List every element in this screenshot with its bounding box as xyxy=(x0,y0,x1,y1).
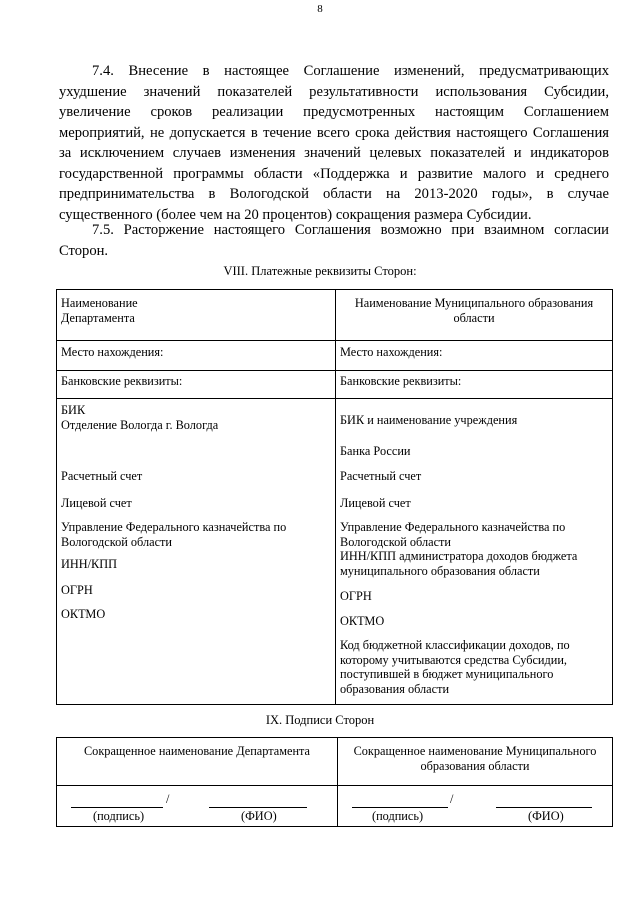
paragraph-7-5 xyxy=(59,220,609,261)
department-name-label-1: Наименование xyxy=(61,296,138,310)
requisites-header-row xyxy=(57,290,613,341)
signature-label: (подпись) xyxy=(93,809,145,823)
name-line xyxy=(496,794,592,808)
bank-left: Банковские реквизиты: xyxy=(57,371,336,399)
left-treasury: Управление Федерального казначейства по Вологодской области xyxy=(61,520,287,549)
right-oktmo: ОКТМО xyxy=(340,613,385,628)
right-treasury: Управление Федерального казначейства по Вологодской области xyxy=(340,520,566,549)
paragraph-7-4 xyxy=(59,61,609,225)
paragraph-7-4-text: 7.4. Внесение в настоящее Соглашение изменений, предусматривающих ухудшение значений показателей результативности использования Субсидии, увеличение сроков реализации предусмотренных настоящим Соглашением мероприятий, не допускается в течение всего срока действия настоящего Соглашения за исключением случаев изменения значений целевых показателей и индикаторов государственной программы области «Поддержка и развитие малого и среднего предпринимательства в Вологодской области на 2013-2020 годы», в случае существенного (более чем на 20 процентов) сокращения размера Субсидии. xyxy=(59,63,609,223)
name-label: (ФИО) xyxy=(241,809,277,823)
signature-line xyxy=(71,794,163,808)
left-oktmo: ОКТМО xyxy=(61,607,106,621)
page-number: 8 xyxy=(317,3,323,15)
paragraph-7-5-text: 7.5. Расторжение настоящего Соглашения возможно при взаимном согласии Сторон. xyxy=(59,222,609,259)
location-right: Место нахождения: xyxy=(336,341,613,371)
bank-right: Банковские реквизиты: xyxy=(336,371,613,399)
municipality-signature-title: Сокращенное наименование Муниципального образования области xyxy=(338,738,613,786)
left-personal-account: Лицевой счет xyxy=(61,495,132,510)
right-account: Расчетный счет xyxy=(340,469,422,483)
right-bik: БИК и наименование учреждения xyxy=(340,413,518,427)
municipality-details xyxy=(336,399,613,705)
slash-separator: / xyxy=(450,792,454,806)
location-left: Место нахождения: xyxy=(57,341,336,371)
requisites-table xyxy=(56,289,613,705)
right-budget-code: Код бюджетной классификации доходов, по которому учитываются средства Субсидии, поступившей в бюджет муниципального образования области xyxy=(340,638,570,696)
slash-separator: / xyxy=(166,792,170,806)
left-bik: БИК xyxy=(61,403,86,417)
location-row xyxy=(57,341,613,371)
left-branch: Отделение Вологда г. Вологда xyxy=(61,417,219,432)
right-bank-name: Банка России xyxy=(340,443,411,458)
department-signature-title: Сокращенное наименование Департамента xyxy=(57,738,338,786)
signatures-header-row xyxy=(57,738,613,786)
signatures-row xyxy=(57,786,613,827)
name-label: (ФИО) xyxy=(528,809,564,823)
details-row xyxy=(57,399,613,705)
section-9-title: IX. Подписи Сторон xyxy=(265,713,375,727)
municipality-signature-cell xyxy=(338,786,613,827)
department-name-cell xyxy=(57,290,336,341)
signature-line xyxy=(352,794,448,808)
left-account: Расчетный счет xyxy=(61,469,143,483)
left-ogrn: ОГРН xyxy=(61,582,93,597)
right-inn-kpp: ИНН/КПП администратора доходов бюджета муниципального образования области xyxy=(340,549,578,578)
name-line xyxy=(209,794,307,808)
municipality-name-cell: Наименование Муниципального образования области xyxy=(336,290,613,341)
right-ogrn: ОГРН xyxy=(340,589,372,603)
signatures-table xyxy=(56,737,613,827)
bank-row xyxy=(57,371,613,399)
department-signature-cell xyxy=(57,786,338,827)
department-name-label-2: Департамента xyxy=(61,310,135,325)
signature-label: (подпись) xyxy=(372,809,424,823)
section-8-title: VIII. Платежные реквизиты Сторон: xyxy=(223,264,417,278)
department-details xyxy=(57,399,336,705)
left-inn-kpp: ИНН/КПП xyxy=(61,557,118,571)
right-personal-account: Лицевой счет xyxy=(340,495,411,510)
